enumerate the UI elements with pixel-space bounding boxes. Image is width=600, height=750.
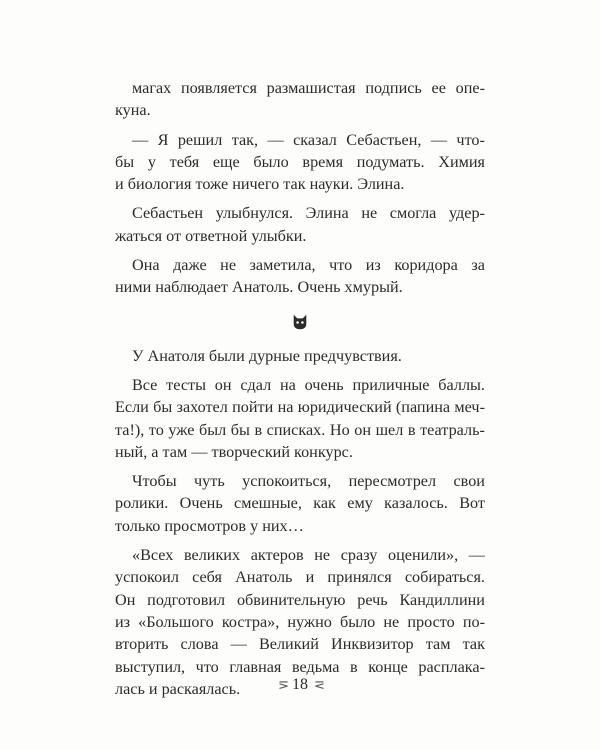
ornament-right: ⋜ [314, 677, 322, 693]
section-separator [115, 299, 485, 345]
text-line: из «Большого костра», нужно было не просто по- [115, 612, 485, 631]
text-line: Он подготовил обвинительную речь Кандиллини [115, 590, 485, 609]
text-line: та!), то уже был бы в списках. Но он шел в театраль- [115, 420, 485, 439]
text-line: выступил, что главная ведьма в конце расплака- [115, 657, 485, 676]
text-line: лась и раскаялась. [115, 679, 241, 698]
text-line: только просмотров у них… [115, 516, 304, 535]
text-line: вторить слова — Великий Инквизитор там так [115, 635, 485, 654]
page-number: 18 [292, 676, 308, 693]
text-line: У Анатоля были дурные предчувствия. [132, 346, 402, 365]
paragraph [115, 374, 485, 463]
paragraph-gap [115, 463, 485, 470]
text-line: ный, а там — творческий конкурс. [115, 442, 353, 461]
book-page-body [115, 77, 485, 700]
text-line: Все тесты он сдал на очень приличные баллы. [132, 375, 485, 394]
text-line: ними наблюдает Анатоль. Очень хмурый. [115, 278, 403, 297]
text-line: куна. [115, 101, 151, 120]
paragraph [115, 345, 485, 367]
text-line: ролики. Очень смешные, как ему казалось. Вот [115, 494, 485, 513]
paragraph [115, 77, 485, 122]
paragraph [115, 129, 485, 196]
text-line: Чтобы чуть успокоиться, пересмотрел свои [132, 472, 485, 491]
cat-icon [291, 313, 309, 331]
text-line: — Я решил так, — сказал Себастьен, — что- [132, 130, 485, 149]
paragraph-gap [115, 195, 485, 202]
paragraph [115, 470, 485, 537]
text-line: успокоил себя Анатоль и принялся собираться. [115, 568, 485, 587]
text-line: магах появляется размашистая подпись ее опе- [132, 79, 485, 97]
ornament-left: ⋝ [278, 677, 286, 693]
paragraph [115, 202, 485, 247]
text-line: Себастьен улыбнулся. Элина не смогла удер- [132, 204, 485, 223]
paragraph-gap [115, 247, 485, 254]
text-line: и биология тоже ничего так науки. Элина. [115, 175, 405, 194]
page-footer [0, 676, 600, 694]
text-block-top [115, 77, 485, 299]
paragraph-gap [115, 537, 485, 544]
text-line: жаться от ответной улыбки. [115, 226, 307, 245]
text-line: Если бы захотел пойти на юридический (папина меч- [115, 398, 485, 417]
text-line: «Всех великих актеров не сразу оценили», — [132, 546, 485, 565]
paragraph-gap [115, 367, 485, 374]
text-block-bottom [115, 345, 485, 700]
paragraph [115, 254, 485, 299]
paragraph-gap [115, 122, 485, 129]
text-line: Она даже не заметила, что из коридора за [132, 256, 485, 275]
text-line: бы у тебя еще было время подумать. Химия [115, 152, 485, 171]
